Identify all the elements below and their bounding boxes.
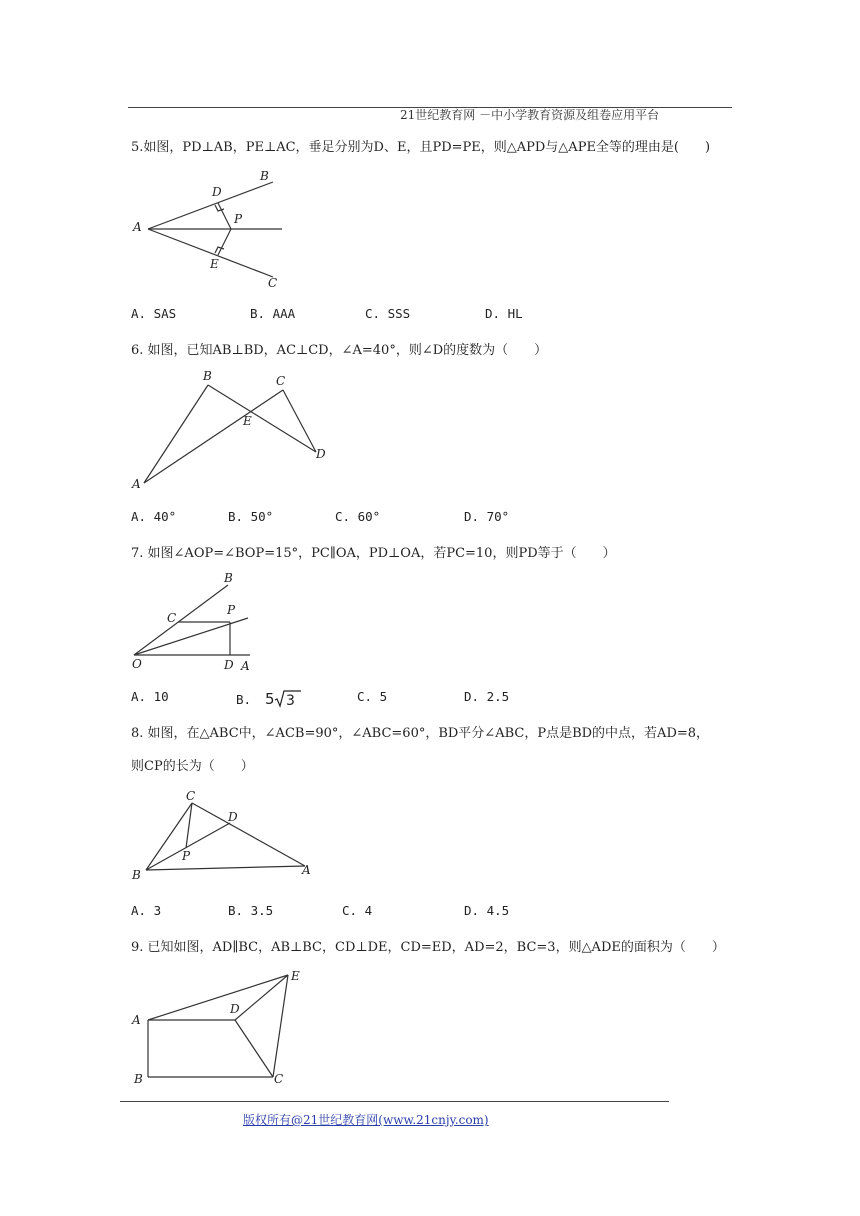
- question-6-text: 6. 如图，已知AB⊥BD，AC⊥CD，∠A=40°，则∠D的度数为（ ）: [131, 343, 548, 358]
- question-8-figure: [130, 788, 330, 888]
- segment-bd: [208, 385, 316, 452]
- footer-rule: [120, 1101, 669, 1102]
- label-a: A: [241, 659, 250, 673]
- label-b: B: [203, 369, 212, 383]
- question-7-text: 7. 如图∠AOP=∠BOP=15°，PC∥OA，PD⊥OA，若PC=10，则PD等于（ ）: [131, 546, 616, 561]
- footer-copyright-link[interactable]: 版权所有@21世纪教育网(www.21cnjy.com): [243, 1113, 489, 1127]
- label-c: C: [186, 789, 196, 803]
- option-a[interactable]: A. 10: [131, 689, 169, 704]
- ray-ob: [134, 585, 228, 655]
- sqrt-radicand: 3: [285, 693, 295, 709]
- question-6-figure: [130, 368, 340, 493]
- option-c[interactable]: C. 5: [357, 689, 388, 704]
- label-c: C: [276, 374, 286, 388]
- segment-ab: [146, 866, 305, 870]
- label-p: P: [227, 603, 236, 617]
- label-a: A: [302, 863, 311, 877]
- label-b: B: [260, 169, 269, 183]
- label-p: P: [182, 849, 191, 863]
- label-a: A: [132, 1013, 141, 1027]
- label-d: D: [230, 1002, 240, 1016]
- option-a[interactable]: A. 3: [131, 903, 162, 918]
- label-p: P: [234, 212, 243, 226]
- segment-cd: [283, 390, 316, 452]
- option-b[interactable]: B. 3.5: [228, 903, 274, 918]
- label-c: C: [268, 276, 278, 290]
- label-a: A: [132, 477, 141, 491]
- option-d[interactable]: D. 2.5: [464, 689, 510, 704]
- segment-ae: [148, 975, 288, 1020]
- segment-ab: [144, 385, 208, 483]
- option-a[interactable]: A. SAS: [131, 306, 177, 321]
- question-5-figure: [130, 165, 290, 290]
- label-d: D: [316, 447, 326, 461]
- question-5-text: 5.如图，PD⊥AB，PE⊥AC，垂足分别为D、E，且PD=PE，则△APD与△APE全等的理由是( ): [131, 140, 711, 155]
- option-d[interactable]: D. 70°: [464, 509, 510, 524]
- label-e: E: [210, 257, 219, 271]
- option-c[interactable]: C. 4: [342, 903, 373, 918]
- segment-ec: [273, 975, 288, 1077]
- question-8-text: 8. 如图，在△ABC中，∠ACB=90°，∠ABC=60°，BD平分∠ABC，P点是BD的中点，若AD=8，: [131, 726, 710, 741]
- question-8-text-line2: 则CP的长为（ ）: [131, 759, 254, 774]
- segment-pe: [218, 229, 231, 255]
- label-e: E: [243, 414, 252, 428]
- option-c[interactable]: C. 60°: [335, 509, 381, 524]
- sqrt-coefficient: 5: [264, 690, 275, 708]
- question-9-text: 9. 已知如图，AD∥BC，AB⊥BC，CD⊥DE，CD=ED，AD=2，BC=3，则△ADE的面积为（ ）: [131, 940, 725, 955]
- label-d: D: [212, 185, 222, 199]
- ray-op: [134, 618, 248, 655]
- label-o: O: [132, 657, 142, 671]
- header-rule: [128, 107, 732, 108]
- segment-pd: [218, 203, 231, 229]
- question-7-figure: [130, 570, 260, 675]
- sqrt-expression: [265, 689, 303, 709]
- option-d[interactable]: D. 4.5: [464, 903, 510, 918]
- segment-de: [235, 975, 288, 1020]
- option-b[interactable]: B. 50°: [228, 509, 274, 524]
- segment-dc: [235, 1020, 273, 1077]
- option-d[interactable]: D. HL: [485, 306, 523, 321]
- label-c: C: [274, 1072, 284, 1086]
- option-b-letter: B.: [236, 692, 252, 707]
- option-c[interactable]: C. SSS: [365, 306, 411, 321]
- option-b[interactable]: [236, 689, 303, 709]
- page-header: 21世纪教育网 －中小学教育资源及组卷应用平台: [400, 108, 660, 122]
- label-d: D: [228, 810, 238, 824]
- option-a[interactable]: A. 40°: [131, 509, 177, 524]
- label-b: B: [224, 571, 233, 585]
- option-b[interactable]: B. AAA: [250, 306, 296, 321]
- label-e: E: [291, 969, 300, 983]
- label-c: C: [167, 611, 177, 625]
- segment-ac: [144, 390, 283, 483]
- label-a: A: [133, 220, 142, 234]
- label-d: D: [224, 658, 234, 672]
- ray-ab: [148, 182, 273, 229]
- question-9-figure: [130, 965, 320, 1090]
- label-b: B: [134, 1072, 143, 1086]
- label-b: B: [132, 868, 141, 882]
